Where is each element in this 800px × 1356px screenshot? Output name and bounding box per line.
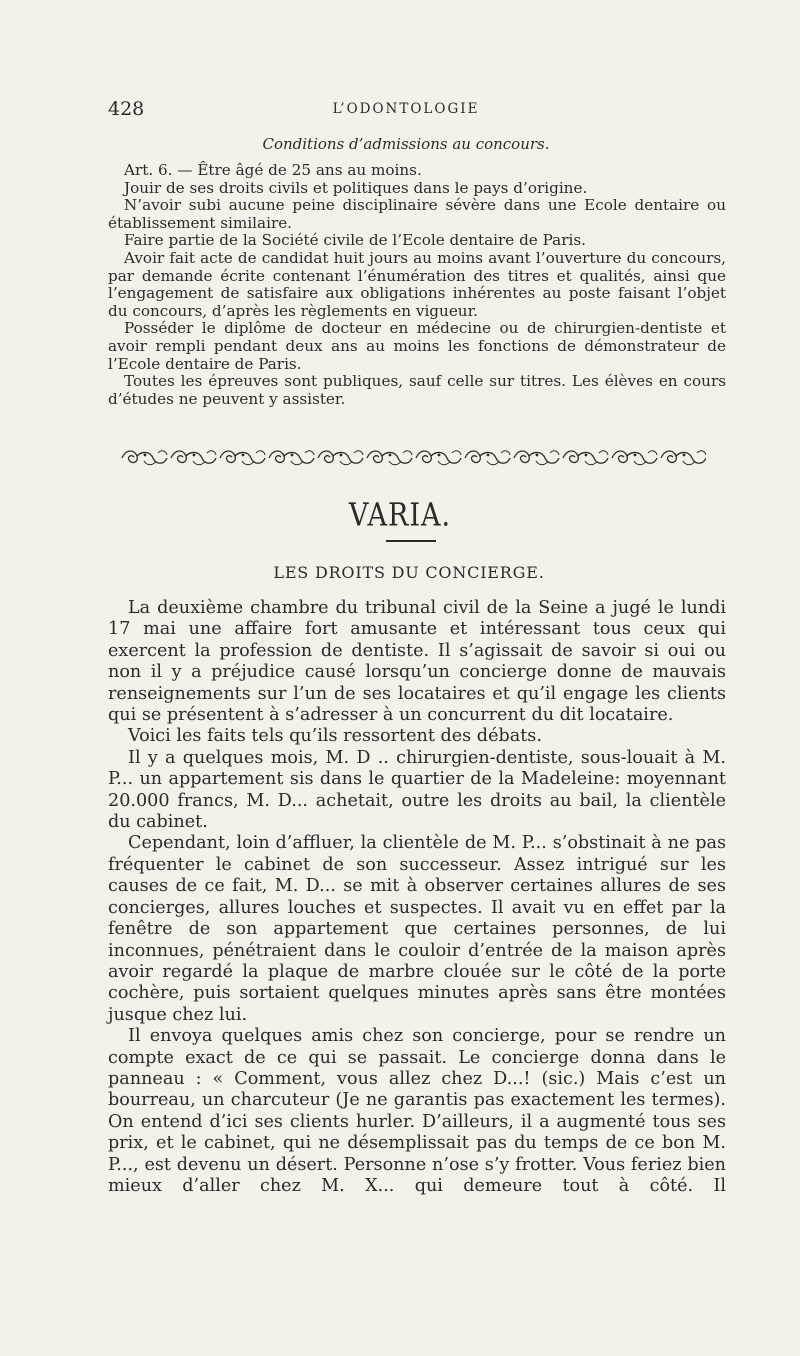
conditions-paragraph: Avoir fait acte de candidat huit jours au moins avant l’ouverture du concours, par demande écrite contenant l’énumération des titres et qualités, ainsi que l’engagement de satisfaire aux obligations inhérentes au poste faisant l’objet du concours, d’après les règlements en vigueur. [108,248,726,320]
article-paragraph: Il y a quelques mois, M. D .. chirurgien-dentiste, sous-louait à M. P... un appartement sis dans le quartier de la Madeleine: moyennant 20.000 francs, M. D... achetait, outre les droits au bail, la clientèle du cabinet. [108,747,726,833]
conditions-title: Conditions d’admissions au concours. [262,135,550,153]
article-paragraph: Il envoya quelques amis chez son concierge, pour se rendre un compte exact de ce qui se passait. Le concierge donna dans le panneau : « Comment, vous allez chez D...! (sic.) Mais c’est un bourreau, un charcuteur (Je ne garantis pas exactement les termes). On entend d’ici ses clients hurler. D’ailleurs, il a augmenté tous ses prix, et le cabinet, qui ne désemplissait pas du temps de ce bon M. P..., est devenu un désert. Personne n’ose s’y frotter. Vous feriez bien mieux d’aller chez M. X... qui demeure tout à côté. Il [108,1026,726,1196]
page-number: 428 [108,98,145,120]
conditions-paragraph: Toutes les épreuves sont publiques, sauf celle sur titres. Les élèves en cours d’études ne peuvent y assister. [108,372,726,408]
title-divider [386,540,436,542]
conditions-paragraph: Faire partie de la Société civile de l’Ecole dentaire de Paris. [124,231,586,250]
conditions-paragraph: Jouir de ses droits civils et politiques dans le pays d’origine. [124,178,588,197]
article-body [108,598,726,1197]
article-title: LES DROITS DU CONCIERGE. [273,563,545,582]
conditions-section [108,162,726,408]
decorative-ornament-band [120,447,706,469]
conditions-paragraph: Posséder le diplôme de docteur en médecine ou de chirurgien-dentiste et avoir rempli pendant deux ans au moins les fonctions de démonstrateur de l’Ecole dentaire de Paris. [108,319,726,373]
article-paragraph: Cependant, loin d’affluer, la clientèle de M. P... s’obstinait à ne pas fréquenter le cabinet de son successeur. Assez intrigué sur les causes de ce fait, M. D... se mit à observer certaines allures de ses concierges, allures louches et suspectes. Il avait vu en effet par la fenêtre de son appartement que certaines personnes, de lui inconnues, pénétraient dans le couloir d’entrée de la maison après avoir regardé la plaque de marbre clouée sur le côté de la porte cochère, puis sortaient quelques minutes après sans être montées jusque chez lui. [108,833,726,1025]
section-title: VARIA. [348,497,452,534]
article-paragraph: Voici les faits tels qu’ils ressortent des débats. [128,726,542,747]
running-title: L’ODONTOLOGIE [332,101,480,117]
article-paragraph: La deuxième chambre du tribunal civil de la Seine a jugé le lundi 17 mai une affaire fort amusante et intéressant tous ceux qui exercent la profession de dentiste. Il s’agissait de savoir si oui ou non il y a préjudice causé lorsqu’un concierge donne de mauvais renseignements sur l’un de ses locataires et qu’il engage les clients qui se présentent à s’adresser à un concurrent du dit locataire. [108,598,726,726]
conditions-paragraph: N’avoir subi aucune peine disciplinaire sévère dans une Ecole dentaire ou établissement similaire. [108,196,726,232]
conditions-paragraph: Art. 6. — Être âgé de 25 ans au moins. [124,161,422,179]
page-header [108,98,704,122]
